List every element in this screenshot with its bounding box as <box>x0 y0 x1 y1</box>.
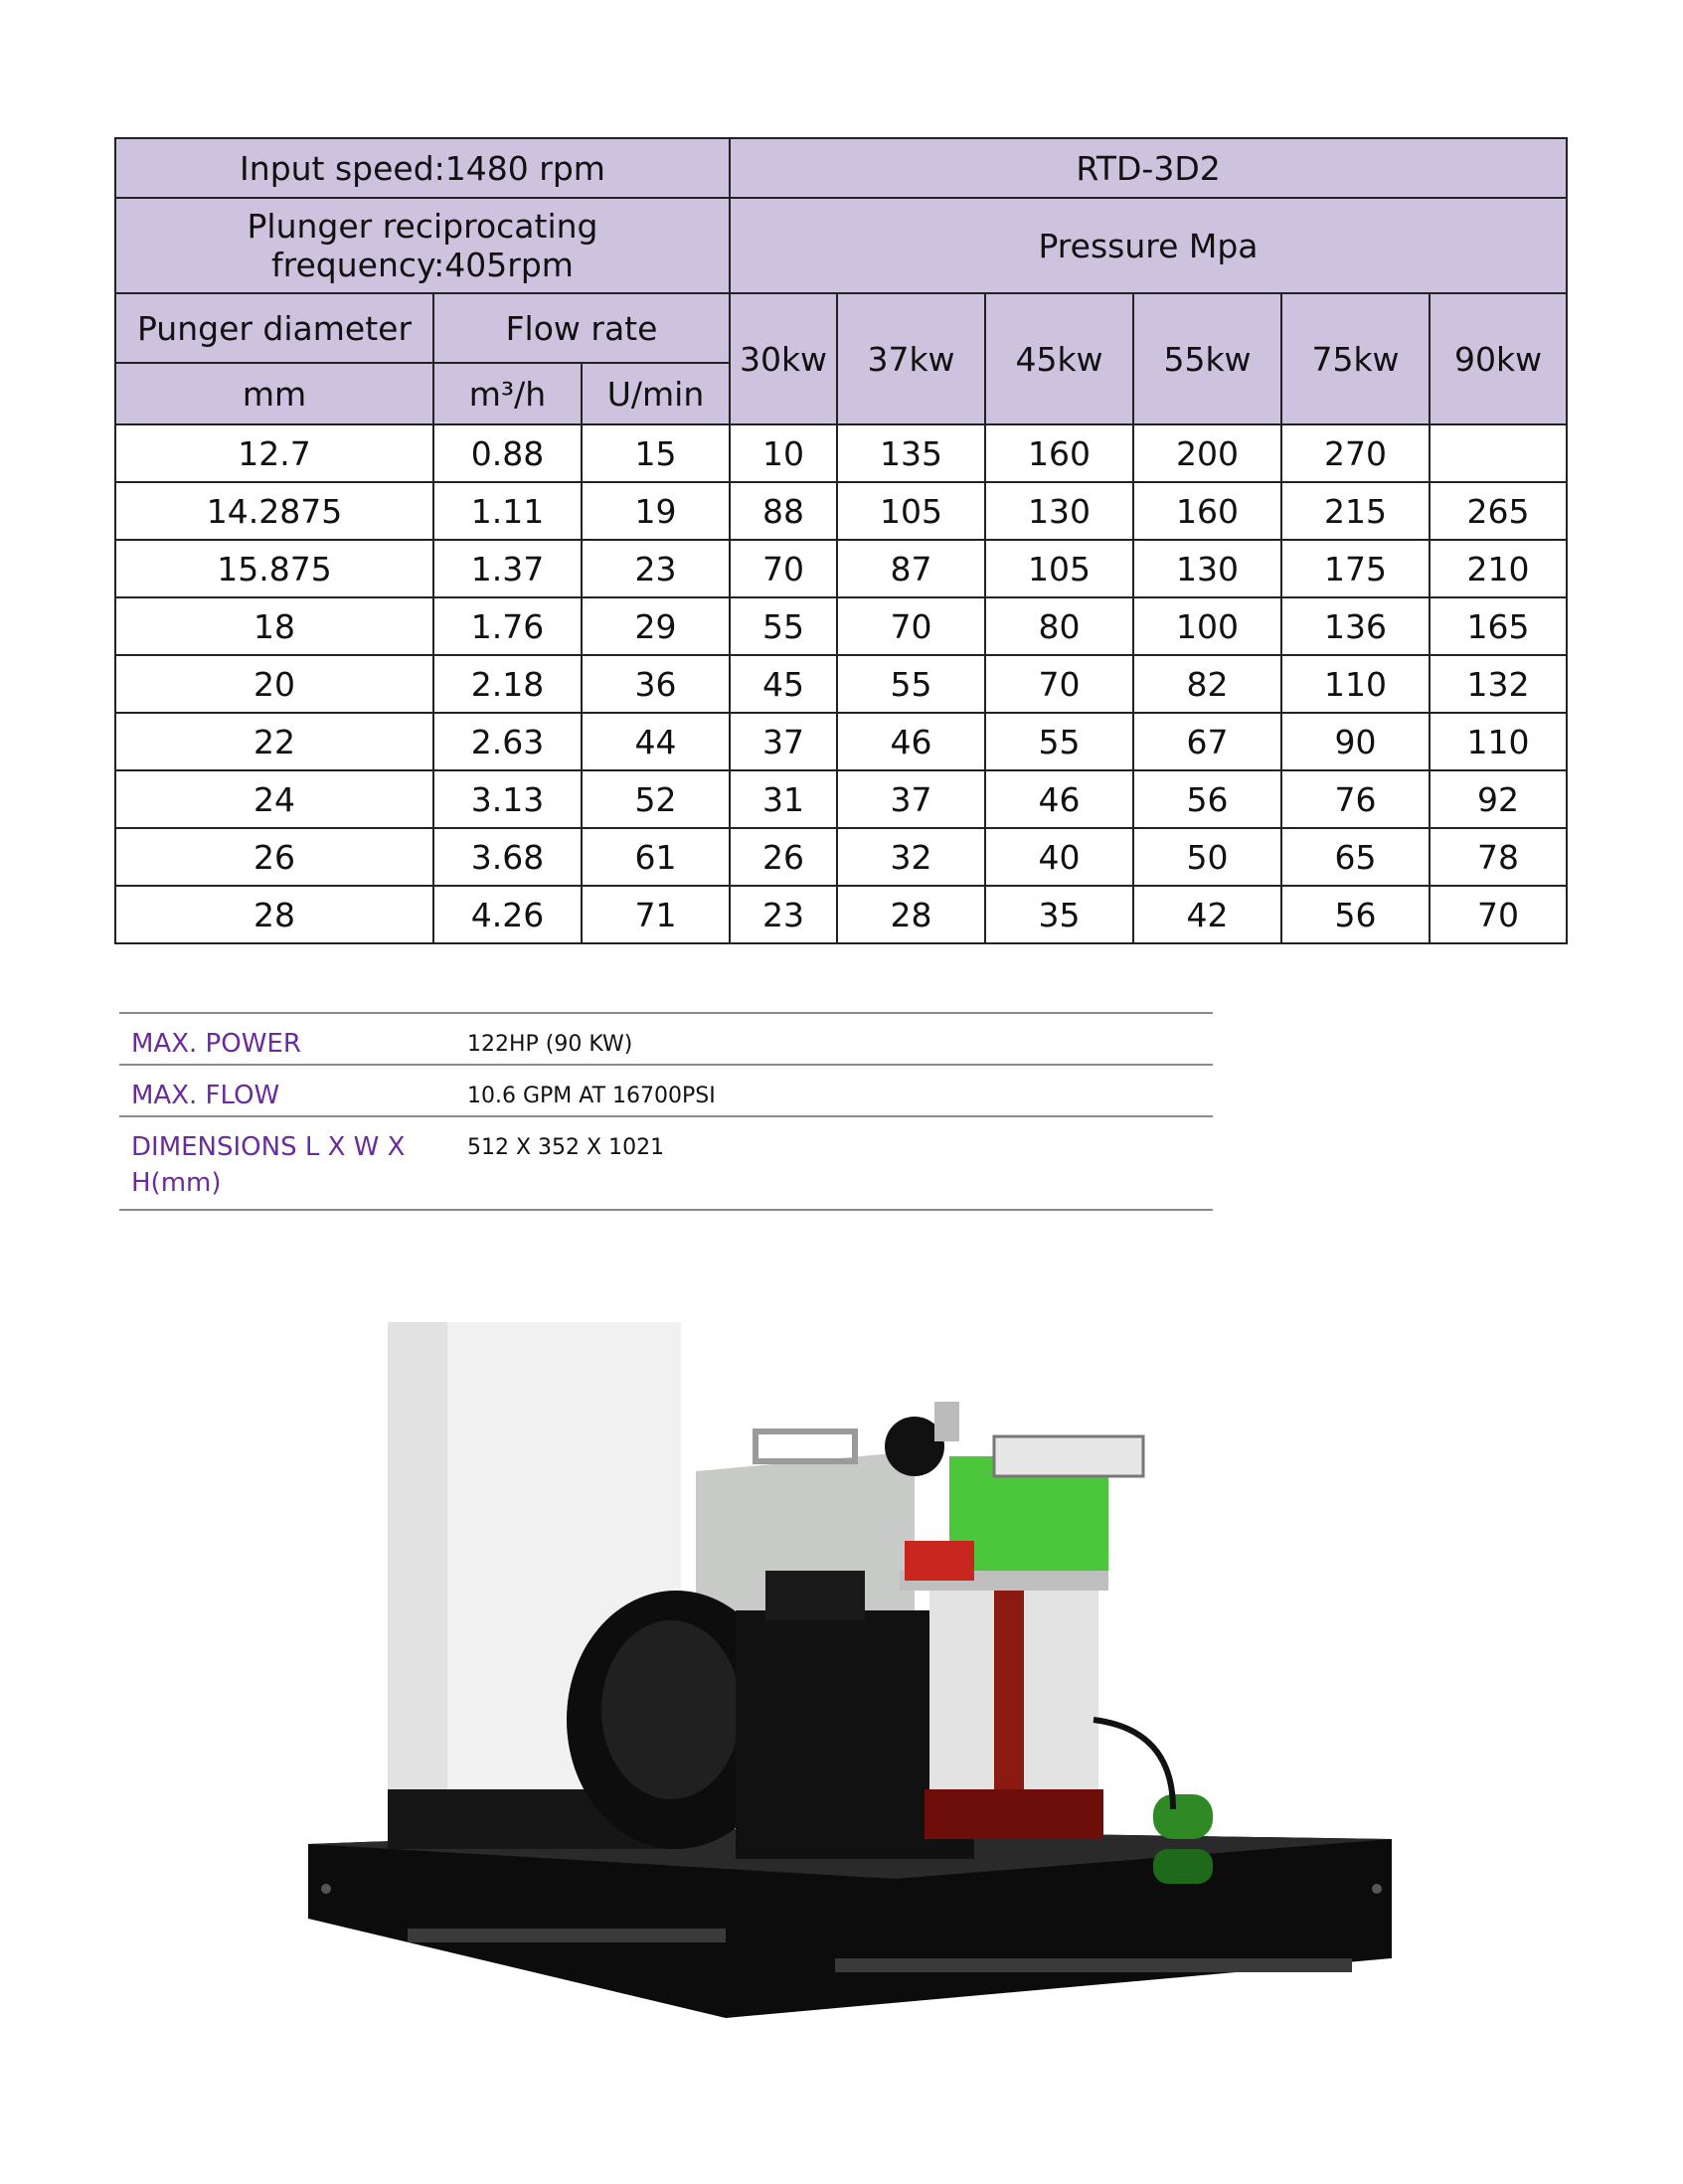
table-cell: 132 <box>1430 655 1567 713</box>
spec-value: 512 X 352 X 1021 <box>467 1135 665 1160</box>
table-row <box>115 655 1567 713</box>
spec-label: MAX. POWER <box>131 1029 301 1059</box>
table-row <box>115 540 1567 597</box>
table-row <box>115 886 1567 943</box>
table-cell: 61 <box>582 828 730 886</box>
table-cell: 160 <box>1133 482 1281 540</box>
table-cell: 56 <box>1281 886 1430 943</box>
table-cell: 56 <box>1133 770 1281 828</box>
unit-mm: mm <box>115 363 433 424</box>
table-cell: 52 <box>582 770 730 828</box>
table-cell: 35 <box>985 886 1133 943</box>
table-cell: 265 <box>1430 482 1567 540</box>
pump-unit-image <box>298 1243 1412 2068</box>
table-cell: 136 <box>1281 597 1430 655</box>
table-cell: 210 <box>1430 540 1567 597</box>
power-header-37: 37kw <box>837 293 985 424</box>
diameter-header: Punger diameter <box>115 293 433 363</box>
table-cell: 110 <box>1281 655 1430 713</box>
table-cell: 46 <box>985 770 1133 828</box>
table-cell: 18 <box>115 597 433 655</box>
table-cell: 3.13 <box>433 770 582 828</box>
table-cell: 29 <box>582 597 730 655</box>
table-row <box>115 713 1567 770</box>
table-body <box>115 424 1567 943</box>
table-cell: 130 <box>985 482 1133 540</box>
table-cell: 12.7 <box>115 424 433 482</box>
table-row <box>115 597 1567 655</box>
spec-value: 10.6 GPM AT 16700PSI <box>467 1084 716 1108</box>
table-cell: 31 <box>730 770 837 828</box>
table-cell: 32 <box>837 828 985 886</box>
table-cell: 130 <box>1133 540 1281 597</box>
table-cell: 42 <box>1133 886 1281 943</box>
table-cell: 15.875 <box>115 540 433 597</box>
table-cell: 270 <box>1281 424 1430 482</box>
table-cell: 0.88 <box>433 424 582 482</box>
table-cell: 46 <box>837 713 985 770</box>
table-row <box>115 482 1567 540</box>
table-row <box>115 424 1567 482</box>
table-cell: 76 <box>1281 770 1430 828</box>
model-cell: RTD-3D2 <box>730 138 1567 198</box>
table-cell: 1.11 <box>433 482 582 540</box>
spec-label: DIMENSIONS L X W X H(mm) <box>131 1132 406 1198</box>
spec-label: MAX. FLOW <box>131 1081 280 1110</box>
table-cell: 1.76 <box>433 597 582 655</box>
spec-list <box>119 1012 1213 1211</box>
flow-header: Flow rate <box>433 293 730 363</box>
table-cell: 55 <box>730 597 837 655</box>
table-cell: 28 <box>115 886 433 943</box>
table-cell: 24 <box>115 770 433 828</box>
table-cell: 2.18 <box>433 655 582 713</box>
spec-row-max-flow <box>119 1064 1213 1115</box>
pressure-title-cell: Pressure Mpa <box>730 198 1567 293</box>
table-cell: 55 <box>985 713 1133 770</box>
table-cell: 70 <box>730 540 837 597</box>
input-speed-cell: Input speed:1480 rpm <box>115 138 730 198</box>
table-cell: 15 <box>582 424 730 482</box>
table-cell: 80 <box>985 597 1133 655</box>
table-cell: 1.37 <box>433 540 582 597</box>
table-cell: 71 <box>582 886 730 943</box>
table-cell: 45 <box>730 655 837 713</box>
power-header-90: 90kw <box>1430 293 1567 424</box>
table-cell: 110 <box>1430 713 1567 770</box>
table-cell: 23 <box>730 886 837 943</box>
table-cell: 50 <box>1133 828 1281 886</box>
table-cell: 28 <box>837 886 985 943</box>
spec-row-max-power <box>119 1012 1213 1064</box>
table-cell: 40 <box>985 828 1133 886</box>
table-cell: 3.68 <box>433 828 582 886</box>
table-cell: 160 <box>985 424 1133 482</box>
table-cell <box>1430 424 1567 482</box>
power-header-45: 45kw <box>985 293 1133 424</box>
power-header-30: 30kw <box>730 293 837 424</box>
table-cell: 90 <box>1281 713 1430 770</box>
table-cell: 10 <box>730 424 837 482</box>
table-cell: 55 <box>837 655 985 713</box>
table-row <box>115 828 1567 886</box>
unit-umin: U/min <box>582 363 730 424</box>
plunger-frequency-cell: Plunger reciprocating frequency:405rpm <box>115 198 730 293</box>
table-cell: 19 <box>582 482 730 540</box>
table-cell: 200 <box>1133 424 1281 482</box>
table-cell: 2.63 <box>433 713 582 770</box>
table-cell: 70 <box>985 655 1133 713</box>
table-cell: 87 <box>837 540 985 597</box>
unit-m3h: m³/h <box>433 363 582 424</box>
table-cell: 70 <box>1430 886 1567 943</box>
table-cell: 175 <box>1281 540 1430 597</box>
spec-value: 122HP (90 KW) <box>467 1032 633 1057</box>
table-cell: 22 <box>115 713 433 770</box>
table-cell: 44 <box>582 713 730 770</box>
table-cell: 67 <box>1133 713 1281 770</box>
table-cell: 215 <box>1281 482 1430 540</box>
table-cell: 135 <box>837 424 985 482</box>
table-cell: 92 <box>1430 770 1567 828</box>
table-cell: 37 <box>730 713 837 770</box>
table-cell: 88 <box>730 482 837 540</box>
pressure-table <box>114 137 1568 944</box>
table-cell: 100 <box>1133 597 1281 655</box>
table-cell: 78 <box>1430 828 1567 886</box>
table-cell: 20 <box>115 655 433 713</box>
spec-row-dimensions <box>119 1115 1213 1211</box>
table-row <box>115 770 1567 828</box>
table-cell: 26 <box>115 828 433 886</box>
table-cell: 105 <box>837 482 985 540</box>
table-cell: 4.26 <box>433 886 582 943</box>
table-cell: 37 <box>837 770 985 828</box>
power-header-55: 55kw <box>1133 293 1281 424</box>
table-cell: 14.2875 <box>115 482 433 540</box>
table-cell: 105 <box>985 540 1133 597</box>
table-cell: 82 <box>1133 655 1281 713</box>
table-cell: 36 <box>582 655 730 713</box>
power-header-75: 75kw <box>1281 293 1430 424</box>
table-cell: 70 <box>837 597 985 655</box>
table-cell: 65 <box>1281 828 1430 886</box>
table-cell: 165 <box>1430 597 1567 655</box>
table-cell: 26 <box>730 828 837 886</box>
table-cell: 23 <box>582 540 730 597</box>
